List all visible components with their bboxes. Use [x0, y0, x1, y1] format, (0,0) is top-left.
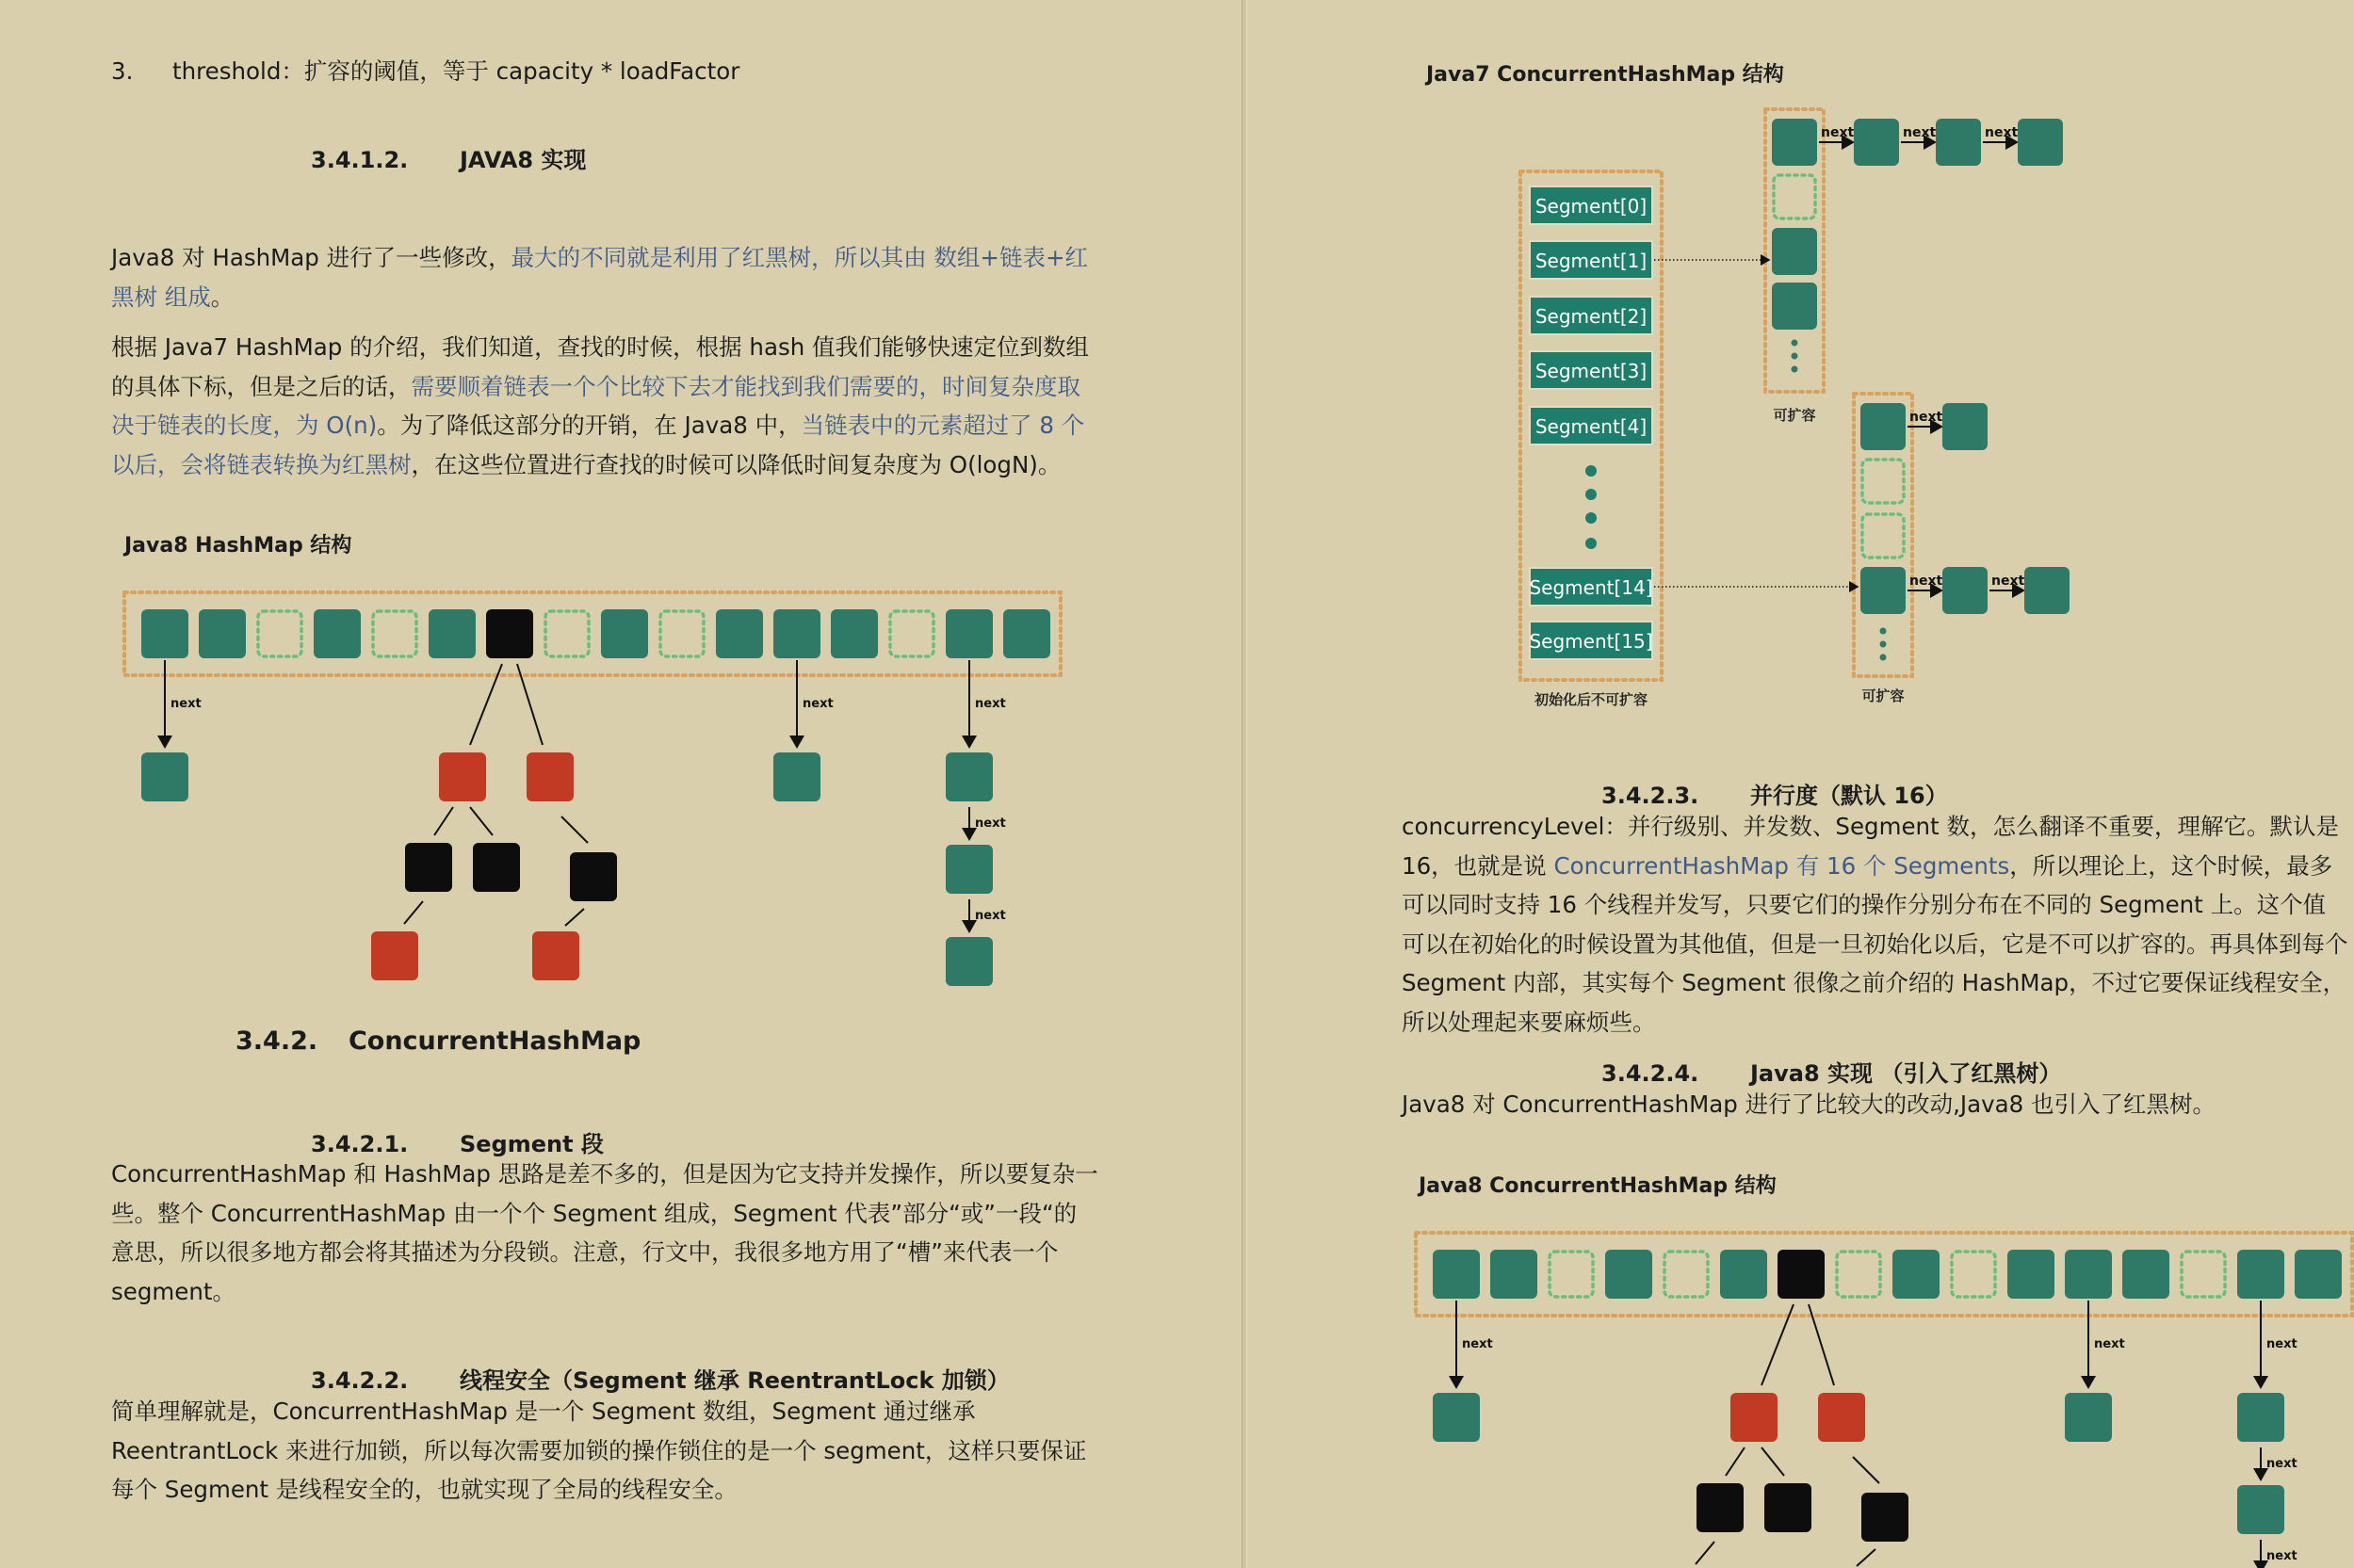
figure-title-java8-chm: Java8 ConcurrentHashMap 结构 [1419, 1174, 1777, 1198]
bucket [1892, 1250, 1940, 1299]
tree-edge [1857, 1549, 1875, 1566]
text-run: Java8 对 HashMap 进行了一些修改， [111, 244, 511, 271]
paragraph-java8-chm: Java8 对 ConcurrentHashMap 进行了比较大的改动,Java8 也引入了红黑树。 [1402, 1091, 2216, 1118]
paragraph-java8-intro [111, 238, 1098, 316]
segment-label: Segment[2] [1534, 305, 1648, 328]
next-label: next [1985, 125, 2019, 140]
list-node [2237, 1485, 2284, 1534]
hash-entry [1860, 403, 1906, 450]
tree-edge [561, 816, 588, 843]
heading-title: ConcurrentHashMap [348, 1026, 641, 1056]
ellipsis-dot [1585, 489, 1597, 500]
heading-concurrency-level [1601, 777, 1948, 810]
tree-node-black [1861, 1493, 1908, 1542]
heading-number: 3.4.1.2. [311, 147, 409, 173]
list-node [1942, 567, 1988, 614]
tree-root-bucket [486, 609, 533, 658]
ellipsis-dot [1880, 641, 1887, 648]
paragraph-segment: ConcurrentHashMap 和 HashMap 思路是差不多的，但是因为它支持并发操作，所以要复杂一些。整个 ConcurrentHashMap 由一个个 Segment 组成，Segment 代表”部分“或”一段“的意思，所以很多地方都会将其描述为分段锁。注意，行文中，我很多地方用了“槽”来代表一个 segment。 [111, 1160, 1098, 1305]
tree-edge [1853, 1457, 1879, 1483]
tree-node-red [1730, 1393, 1778, 1442]
heading-java8-chm [1601, 1055, 2061, 1088]
text-run: ，在这些位置进行查找的时候可以降低时间复杂度为 O(logN)。 [411, 450, 1062, 478]
tree-node-red [532, 931, 579, 980]
tree-node-black [1764, 1483, 1811, 1532]
heading-title: Segment 段 [459, 1131, 604, 1157]
hash-entry [1772, 283, 1817, 330]
highlight-run: 当链表中的元素超过了 8 个以后，会将链表转换为红黑树 [111, 412, 1085, 478]
bucket [2007, 1250, 2054, 1299]
heading-title: 线程安全（Segment 继承 ReentrantLock 加锁） [459, 1367, 1010, 1394]
bucket [1490, 1250, 1537, 1299]
bucket [1003, 609, 1050, 658]
list-node [1433, 1393, 1480, 1442]
ellipsis-dot [1585, 512, 1597, 524]
empty-bucket [1862, 460, 1904, 503]
bucket [199, 609, 246, 658]
list-node [141, 752, 188, 801]
heading-title: Java8 实现 （引入了红黑树） [1749, 1060, 2062, 1087]
ellipsis-dot [1792, 366, 1798, 373]
tree-edge [1696, 1542, 1714, 1564]
label-not-expandable: 初始化后不可扩容 [1534, 691, 1648, 708]
tree-edge [565, 909, 584, 926]
heading-number: 3.4.2.1. [311, 1131, 409, 1157]
next-label: next [2266, 1337, 2297, 1351]
list-node [1942, 403, 1988, 450]
bucket [716, 609, 763, 658]
tree-edge [404, 901, 423, 924]
segment-label: Segment[0] [1534, 195, 1648, 218]
bucket [314, 609, 361, 658]
text-run: ，所以理论上，这个时候，最多可以同时支持 16 个线程并发写，只要它们的操作分别分布在不同的 Segment 上。这个值可以在初始化的时候设置为其他值，但是一旦初始化以后，它是不可以扩容的。再具体到每个 Segment 内部，其实每个 Segment 很像之前介绍的 HashMap，不过它要保证线程安全，所以处理起来要麻烦些。 [1402, 851, 2348, 1036]
figure-title-java7-chm: Java7 ConcurrentHashMap 结构 [1426, 63, 1784, 87]
bucket [2237, 1250, 2284, 1299]
list-item-threshold [111, 52, 739, 90]
highlight-run: ConcurrentHashMap 有 16 个 Segments [1553, 851, 2010, 880]
heading-title: 并行度（默认 16） [1749, 783, 1948, 809]
heading-number: 3.4.2.3. [1601, 783, 1699, 809]
tree-node-red [1818, 1393, 1865, 1442]
next-label: next [975, 697, 1006, 711]
bucket [429, 609, 476, 658]
next-label: next [1903, 125, 1937, 140]
heading-java8-impl [311, 141, 586, 174]
empty-bucket [258, 611, 301, 656]
heading-number: 3.4.2.4. [1601, 1060, 1699, 1087]
bucket [141, 609, 188, 658]
next-label: next [2094, 1337, 2125, 1351]
tree-edge [434, 807, 453, 835]
list-node [946, 937, 993, 986]
next-label: next [1821, 125, 1855, 140]
bucket [946, 609, 993, 658]
text-run: 。为了降低这部分的开销，在 Java8 中， [377, 412, 802, 439]
java8-hashmap-diagram [121, 589, 1072, 942]
heading-segment [311, 1125, 604, 1158]
java8-concurrenthashmap-diagram [1412, 1229, 2354, 1568]
bucket-array-frame [124, 592, 1061, 675]
list-node [1936, 119, 1981, 166]
empty-bucket [2182, 1252, 2225, 1297]
segment-label: Segment[14] [1529, 576, 1653, 599]
segment-label: Segment[3] [1534, 360, 1648, 382]
tree-node-black [570, 852, 617, 901]
segment-label: Segment[15] [1529, 630, 1653, 653]
next-label: next [975, 816, 1006, 831]
ellipsis-dot [1880, 655, 1887, 661]
empty-bucket [1862, 514, 1904, 558]
bucket [1720, 1250, 1767, 1299]
tree-node-red [371, 931, 418, 980]
text-run: 。 [210, 283, 235, 311]
list-node [773, 752, 820, 801]
bucket [1433, 1250, 1480, 1299]
bucket [1605, 1250, 1652, 1299]
empty-bucket [1952, 1252, 1995, 1297]
paragraph-thread-safety: 简单理解就是，ConcurrentHashMap 是一个 Segment 数组，Segment 通过继承 ReentrantLock 来进行加锁，所以每次需要加锁的操作锁住的是一个 segment，这样只要保证每个 Segment 是线程安全的，也就实现了全局的线程安全。 [111, 1398, 1087, 1503]
segment-label: Segment[1] [1534, 250, 1648, 272]
bucket [2122, 1250, 2169, 1299]
empty-bucket [1774, 175, 1815, 218]
hash-entry [1772, 119, 1817, 166]
tree-node-red [439, 752, 486, 801]
ellipsis-dot [1880, 628, 1887, 635]
next-label: next [803, 697, 834, 711]
list-node [2237, 1393, 2284, 1442]
right-page [1247, 0, 2354, 1568]
figure-title-java8-hashmap: Java8 HashMap 结构 [124, 534, 352, 558]
empty-bucket [373, 611, 416, 656]
list-node [2065, 1393, 2112, 1442]
segment-label: Segment[4] [1534, 415, 1648, 438]
bucket-array-frame [1416, 1233, 2352, 1316]
next-label: next [2266, 1549, 2297, 1563]
hash-entry [1772, 228, 1817, 275]
empty-bucket [660, 611, 704, 656]
highlight-run: 最大的不同就是利用了红黑树，所以其由 数组+链表+红黑树 组成 [111, 244, 1088, 311]
next-label: next [1909, 574, 1943, 589]
empty-bucket [1664, 1252, 1708, 1297]
bucket [601, 609, 648, 658]
java7-concurrenthashmap-diagram [1247, 0, 2354, 735]
list-number: 3. [111, 57, 134, 85]
next-label: next [975, 909, 1006, 923]
tree-node-black [1697, 1483, 1744, 1532]
tree-root-bucket [1778, 1250, 1825, 1299]
empty-bucket [890, 611, 933, 656]
ellipsis-dot [1792, 353, 1798, 360]
bucket [2295, 1250, 2342, 1299]
bucket [773, 609, 820, 658]
bucket [2065, 1250, 2112, 1299]
list-node [946, 845, 993, 894]
tree-node-red [527, 752, 574, 801]
next-label: next [1991, 574, 2025, 589]
list-node [1854, 119, 1899, 166]
heading-number: 3.4.2. [235, 1026, 318, 1056]
heading-title: JAVA8 实现 [459, 147, 587, 173]
ellipsis-dot [1792, 340, 1798, 347]
ellipsis-dot [1585, 465, 1597, 477]
bucket [831, 609, 878, 658]
empty-bucket [1837, 1252, 1880, 1297]
list-node [946, 752, 993, 801]
text-run: 根据 Java7 HashMap 的介绍，我们知道，查找的时候，根据 hash 值我们能够快速定位到数组的具体下标，但是之后的话， [111, 333, 1090, 400]
tree-node-black [473, 843, 520, 892]
hash-entry [1860, 567, 1906, 614]
tree-edge [470, 807, 493, 835]
next-label: next [1462, 1337, 1493, 1351]
heading-number: 3.4.2.2. [311, 1367, 409, 1394]
tree-edge [1761, 1447, 1784, 1476]
empty-bucket [545, 611, 589, 656]
text-run: concurrencyLevel：并行级别、并发数、Segment 数，怎么翻译不重要，理解它。默认是 16，也就是说 [1402, 813, 2339, 880]
highlight-run: 需要顺着链表一个个比较下去才能找到我们需要的，时间复杂度取决于链表的长度，为 O(n) [111, 372, 1080, 439]
list-node [2018, 119, 2063, 166]
next-label: next [2266, 1457, 2297, 1471]
next-label: next [170, 697, 202, 711]
heading-concurrenthashmap [235, 1026, 641, 1056]
ellipsis-dot [1585, 538, 1597, 549]
list-node [2024, 567, 2070, 614]
tree-edge [1726, 1447, 1745, 1476]
paragraph-java8-detail [111, 328, 1098, 484]
heading-thread-safety [311, 1362, 1010, 1395]
empty-bucket [1550, 1252, 1593, 1297]
next-label: next [1909, 410, 1943, 425]
label-expandable: 可扩容 [1861, 687, 1905, 704]
list-text: threshold：扩容的阈值，等于 capacity * loadFactor [171, 57, 740, 85]
paragraph-concurrency-level [1402, 807, 2348, 1042]
tree-node-black [405, 843, 452, 892]
label-expandable: 可扩容 [1773, 407, 1816, 424]
